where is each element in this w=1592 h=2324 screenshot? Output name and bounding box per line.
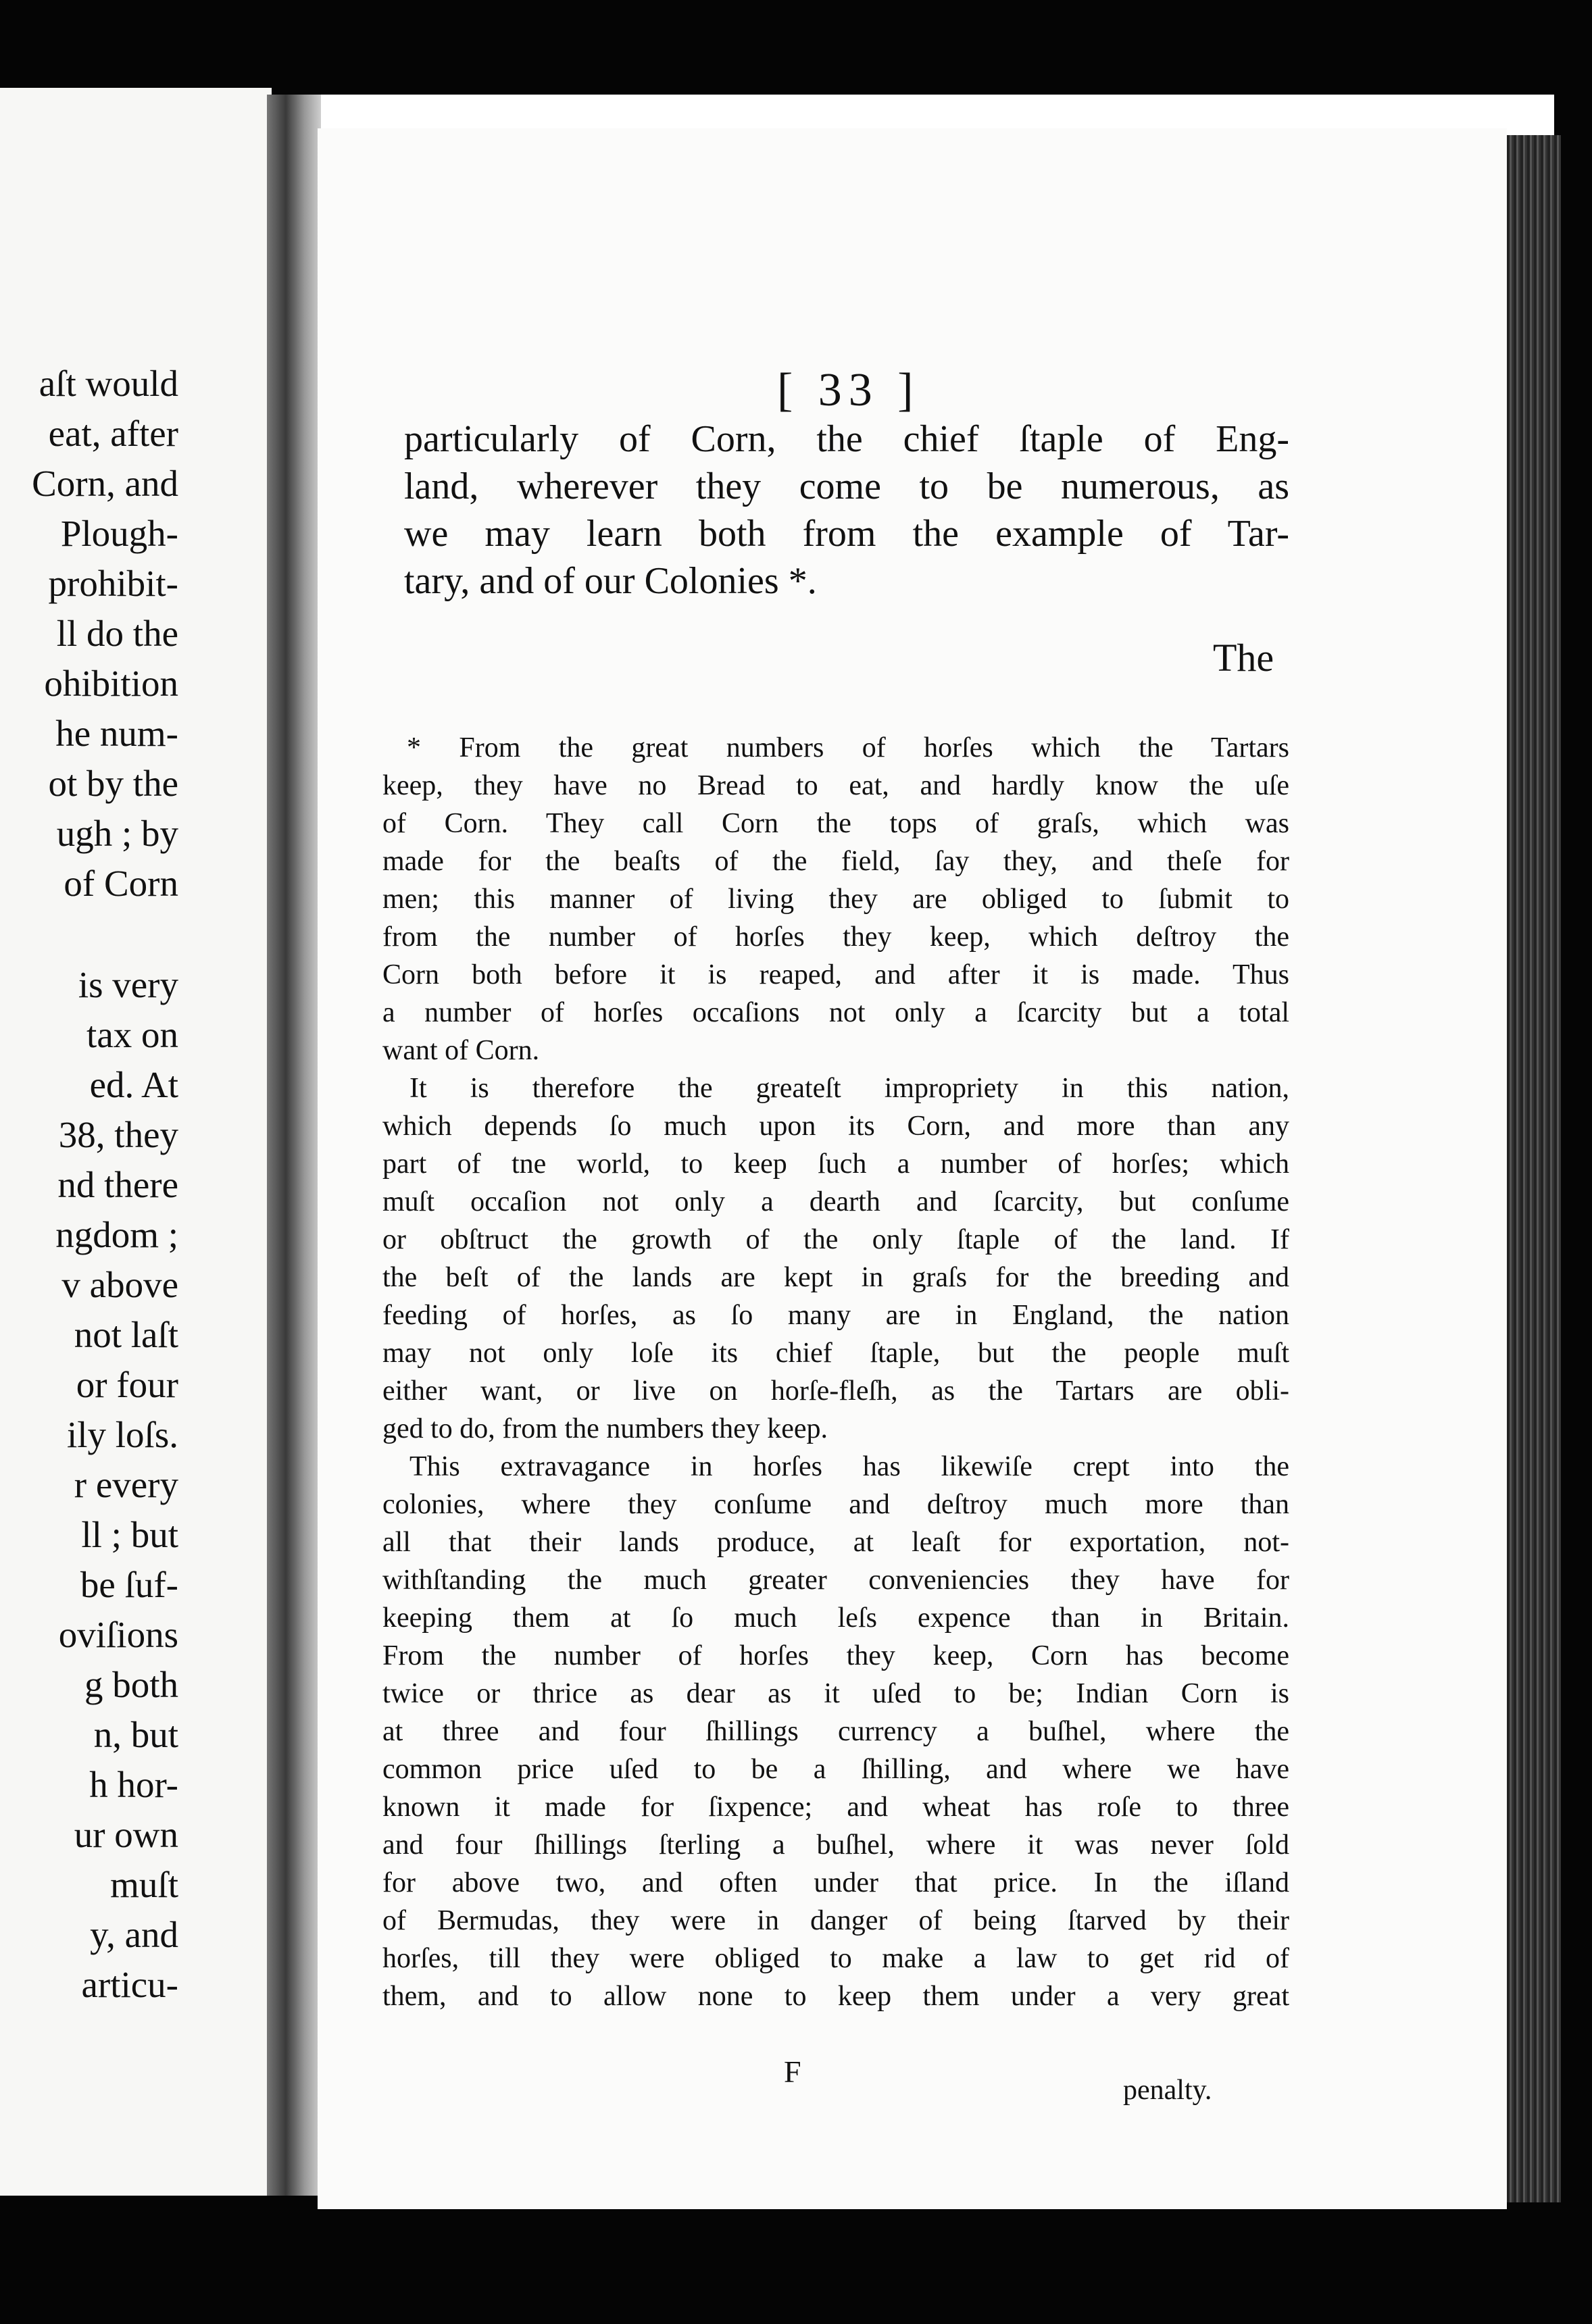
footnote-line: and four ſhillings ſterling a buſhel, where it was never ſold [382,1829,1289,1861]
left-page-line: Corn, and [32,463,178,504]
frame-top [0,0,1592,95]
footnote-line: colonies, where they conſume and deſtroy much more than [382,1489,1289,1520]
left-page-line: y, and [90,1914,178,1955]
footnote-line: from the number of horſes they keep, which deſtroy the [382,921,1289,953]
left-page-line: not laſt [74,1314,178,1355]
left-page-line: ot by the [48,763,178,804]
footnote-line: for above two, and often under that price. In the iſland [382,1867,1289,1898]
footnote-line: keep, they have no Bread to eat, and hardly know the uſe [382,770,1289,801]
footnote-line: withſtanding the much greater conveniencies they have for [382,1565,1289,1596]
left-page-line: he num- [55,713,178,754]
left-page-line: ily loſs. [66,1414,178,1455]
footnote-line: the beſt of the lands are kept in graſs for the breeding and [382,1262,1289,1293]
footnote-line: want of Corn. [382,1035,540,1066]
frame-bottom [0,2196,1592,2324]
left-page-line: be ſuf- [80,1564,178,1605]
footnote-line: either want, or live on horſe-fleſh, as the Tartars are obli- [382,1375,1289,1407]
left-page-line: ed. At [89,1064,178,1105]
left-page-line: h hor- [89,1764,178,1805]
footnote-line: of Corn. They call Corn the tops of graſs, which was [382,808,1289,839]
footnote-line: feeding of horſes, as ſo many are in England, the nation [382,1300,1289,1331]
left-page-line: tax on [86,1014,178,1055]
left-page-line: articu- [81,1964,178,2005]
book-gutter [267,95,321,2196]
left-page-line: prohibit- [48,563,178,604]
footnote-line: keeping them at ſo much leſs expence than in Britain. [382,1602,1289,1634]
catchword: penalty. [1123,2075,1212,2106]
left-page-line: eat, after [48,413,178,454]
main-text-line: particularly of Corn, the chief ſtaple of Eng- [404,418,1289,460]
left-page-line: 38, they [58,1114,178,1155]
left-page-line: or four [76,1364,178,1405]
footnote-line: made for the beaſts of the field, ſay they, and theſe for [382,846,1289,877]
footnote-line: This extravagance in horſes has likewiſe crept into the [409,1451,1289,1482]
left-page-line: muſt [110,1864,178,1905]
left-page-line: ugh ; by [56,813,178,854]
left-page-line: aſt would [39,363,178,404]
left-page-line: ll do the [56,613,178,654]
footnote [382,734,1289,2051]
footnote-line: common price uſed to be a ſhilling, and where we have [382,1754,1289,1785]
footnote-line: * From the great numbers of horſes which the Tartars [407,732,1289,763]
footnote-line: known it made for ſixpence; and wheat has roſe to three [382,1792,1289,1823]
left-page-line: oviſions [58,1614,178,1655]
footnote-line: men; this manner of living they are obliged to ſubmit to [382,884,1289,915]
footnote-line: all that their lands produce, at leaſt for exportation, not- [382,1527,1289,1558]
page-block-edge [1507,135,1561,2202]
left-page-line: n, but [93,1714,178,1755]
catch-the: The [1213,636,1274,680]
left-page [0,88,272,2196]
footnote-line: ged to do, from the numbers they keep. [382,1413,828,1444]
left-page-line: of Corn [64,863,178,904]
footnote-line: a number of horſes occaſions not only a ſcarcity but a total [382,997,1289,1028]
left-page-line: nd there [57,1164,178,1205]
footnote-line: muſt occaſion not only a dearth and ſcarcity, but conſume [382,1186,1289,1217]
main-text-line: land, wherever they come to be numerous, as [404,465,1289,507]
footnote-line: It is therefore the greateſt impropriety in this nation, [409,1073,1289,1104]
main-text-line: tary, and of our Colonies *. [404,560,817,602]
page-number: [ 33 ] [777,364,920,416]
footnote-line: twice or thrice as dear as it uſed to be; Indian Corn is [382,1678,1289,1709]
main-text [404,420,1289,616]
footnote-line: part of tne world, to keep ſuch a number of horſes; which [382,1148,1289,1180]
signature-mark: F [784,2054,801,2089]
left-page-line: is very [78,964,178,1005]
footnote-line: them, and to allow none to keep them under a very great [382,1981,1289,2012]
footnote-line: From the number of horſes they keep, Corn has become [382,1640,1289,1671]
left-page-line: ngdom ; [55,1214,178,1255]
footnote-line: horſes, till they were obliged to make a law to get rid of [382,1943,1289,1974]
footnote-line: at three and four ſhillings currency a buſhel, where the [382,1716,1289,1747]
left-page-line: ll ; but [81,1514,178,1555]
left-page-line: r every [74,1464,178,1505]
left-page-line: Plough- [60,513,178,554]
main-text-line: we may learn both from the example of Tar- [404,513,1289,555]
footnote-line: of Bermudas, they were in danger of being ſtarved by their [382,1905,1289,1936]
left-page-line: ur own [74,1814,178,1855]
left-page-line: g both [84,1664,178,1705]
footnote-line: which depends ſo much upon its Corn, and more than any [382,1111,1289,1142]
footnote-line: Corn both before it is reaped, and after it is made. Thus [382,959,1289,990]
footnote-line: may not only loſe its chief ſtaple, but the people muſt [382,1338,1289,1369]
left-page-line: ohibition [44,663,178,704]
footnote-line: or obſtruct the growth of the only ſtaple of the land. If [382,1224,1289,1255]
left-page-line: v above [61,1264,178,1305]
